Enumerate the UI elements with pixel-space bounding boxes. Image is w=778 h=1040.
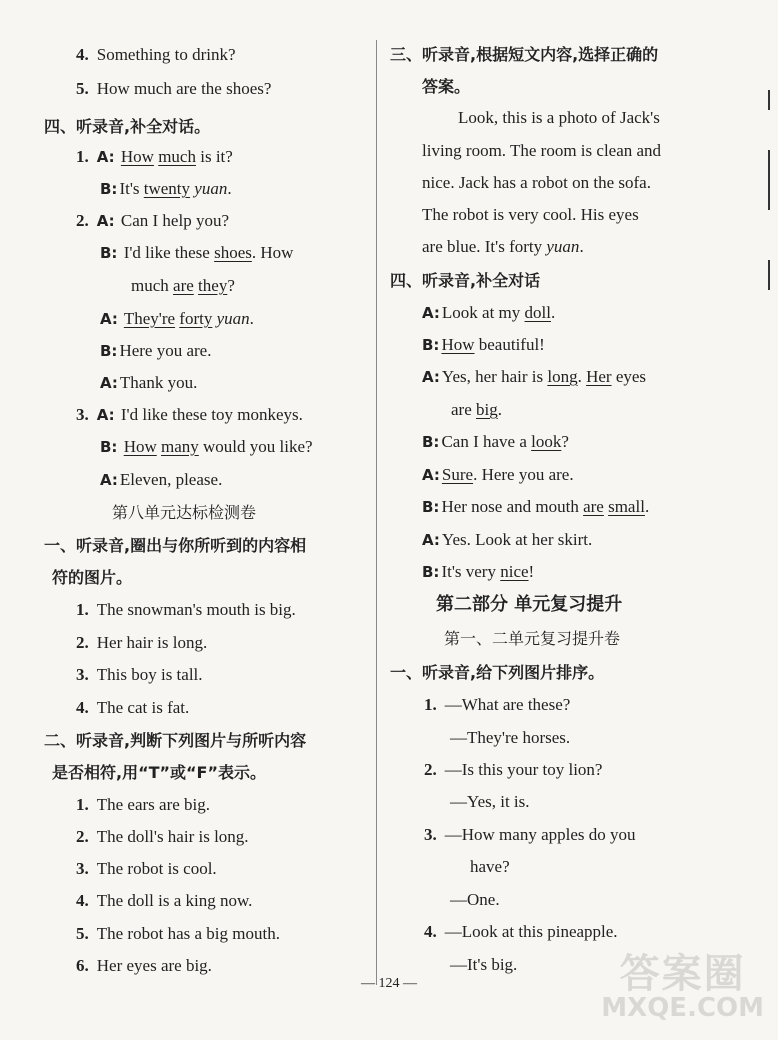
answer-blank: forty bbox=[179, 309, 213, 328]
section-2-heading: 二、听录音,判断下列图片与所听内容 bbox=[44, 731, 307, 750]
answer-blank: many bbox=[161, 437, 199, 456]
dialogue-3-line-2: B: How many would you like? bbox=[100, 437, 313, 456]
answer-blank: are bbox=[583, 497, 604, 516]
section-2-heading-cont: 是否相符,用“T”或“F”表示。 bbox=[52, 763, 266, 782]
r-item-3-q: 3. —How many apples do you bbox=[424, 825, 636, 844]
r-item-1-q: 1. —What are these? bbox=[424, 695, 571, 714]
r-item-4-a: —It's big. bbox=[450, 955, 518, 974]
s2-item-6: 6. Her eyes are big. bbox=[76, 956, 212, 975]
dialogue-2-line-3: A: They're forty yuan. bbox=[100, 309, 254, 328]
dlg-line-8: B: It's very nice! bbox=[422, 562, 535, 581]
dlg-line-4: B: Can I have a look? bbox=[422, 432, 569, 451]
scan-edge-mark bbox=[768, 90, 770, 110]
dialogue-2-line-2: B: I'd like these shoes. How bbox=[100, 243, 294, 262]
column-divider bbox=[376, 40, 377, 985]
answer-blank: How bbox=[441, 335, 475, 354]
s2-item-5: 5. The robot has a big mouth. bbox=[76, 924, 280, 943]
dialogue-3-line-3: A: Eleven, please. bbox=[100, 470, 223, 489]
answer-blank: Her bbox=[586, 367, 612, 386]
answer-blank: How bbox=[123, 437, 157, 456]
dialogue-2-line-2-cont: much are they? bbox=[131, 276, 235, 295]
r-item-1-a: —They're horses. bbox=[450, 728, 571, 747]
dlg-line-1: A: Look at my doll. bbox=[422, 303, 556, 322]
section-1-heading-right: 一、听录音,给下列图片排序。 bbox=[390, 663, 605, 682]
section-1-heading: 一、听录音,圈出与你所听到的内容相 bbox=[44, 536, 307, 555]
dialogue-2-line-4: B: Here you are. bbox=[100, 341, 212, 360]
unit-8-title: 第八单元达标检测卷 bbox=[112, 503, 257, 522]
answer-blank: How bbox=[120, 147, 154, 166]
dlg-line-3-cont: are big. bbox=[451, 400, 502, 419]
dlg-line-6: B: Her nose and mouth are small. bbox=[422, 497, 650, 516]
listening-item-4: 4. Something to drink? bbox=[76, 45, 236, 64]
section-4-heading-right: 四、听录音,补全对话 bbox=[390, 271, 541, 290]
r-item-3-a: —One. bbox=[450, 890, 500, 909]
dlg-line-7: A: Yes. Look at her skirt. bbox=[422, 530, 593, 549]
dlg-line-2: B: How beautiful! bbox=[422, 335, 545, 354]
answer-blank: shoes bbox=[214, 243, 252, 262]
passage-line-5: are blue. It's forty yuan. bbox=[422, 237, 584, 256]
scan-edge-mark bbox=[768, 150, 770, 210]
passage-line-2: living room. The room is clean and bbox=[422, 141, 662, 160]
listening-item-5: 5. How much are the shoes? bbox=[76, 79, 272, 98]
answer-blank: nice bbox=[500, 562, 529, 581]
answer-blank: look bbox=[531, 432, 562, 451]
watermark-text: 答案圈 bbox=[619, 951, 746, 997]
dlg-line-3: A: Yes, her hair is long. Her eyes bbox=[422, 367, 647, 386]
answer-blank: They're bbox=[123, 309, 176, 328]
page-number: — 124 — bbox=[361, 976, 417, 991]
answer-blank: are bbox=[173, 276, 194, 295]
section-4-heading: 四、听录音,补全对话。 bbox=[44, 117, 211, 136]
section-1-heading-cont: 符的图片。 bbox=[52, 568, 133, 587]
section-3-heading: 三、听录音,根据短文内容,选择正确的 bbox=[390, 45, 659, 64]
s2-item-4: 4. The doll is a king now. bbox=[76, 891, 253, 910]
passage-line-3: nice. Jack has a robot on the sofa. bbox=[422, 173, 651, 192]
watermark-logo bbox=[601, 942, 764, 1023]
r-item-4-q: 4. —Look at this pineapple. bbox=[424, 922, 618, 941]
s2-item-3: 3. The robot is cool. bbox=[76, 859, 217, 878]
r-item-3-q-cont: have? bbox=[470, 857, 510, 876]
answer-blank: twenty bbox=[143, 179, 191, 198]
dialogue-3-line-1: 3. A: I'd like these toy monkeys. bbox=[76, 405, 303, 424]
s1-item-3: 3. This boy is tall. bbox=[76, 665, 203, 684]
answer-blank: small bbox=[608, 497, 645, 516]
s2-item-2: 2. The doll's hair is long. bbox=[76, 827, 249, 846]
unit-1-2-title: 第一、二单元复习提升卷 bbox=[444, 629, 621, 648]
dlg-line-5: A: Sure. Here you are. bbox=[422, 465, 574, 484]
dialogue-1-line-b: B: It's twenty yuan. bbox=[100, 179, 232, 198]
answer-blank: Sure bbox=[441, 465, 474, 484]
r-item-2-q: 2. —Is this your toy lion? bbox=[424, 760, 603, 779]
s2-item-1: 1. The ears are big. bbox=[76, 795, 211, 814]
s1-item-1: 1. The snowman's mouth is big. bbox=[76, 600, 296, 619]
passage-line-4: The robot is very cool. His eyes bbox=[422, 205, 639, 224]
s1-item-4: 4. The cat is fat. bbox=[76, 698, 190, 717]
scan-edge-mark bbox=[768, 260, 770, 290]
r-item-2-a: —Yes, it is. bbox=[450, 792, 530, 811]
answer-blank: much bbox=[158, 147, 196, 166]
s1-item-2: 2. Her hair is long. bbox=[76, 633, 208, 652]
section-3-heading-cont: 答案。 bbox=[422, 77, 471, 96]
answer-blank: doll bbox=[524, 303, 551, 322]
answer-blank: big bbox=[476, 400, 498, 419]
part-2-title: 第二部分 单元复习提升 bbox=[436, 594, 623, 615]
dialogue-2-line-1: 2. A: Can I help you? bbox=[76, 211, 229, 230]
passage-line-1: Look, this is a photo of Jack's bbox=[458, 108, 660, 127]
dialogue-1-line-a: 1. A: How much is it? bbox=[76, 147, 233, 166]
watermark-url: MXQE.COM bbox=[601, 993, 764, 1023]
dialogue-2-line-5: A: Thank you. bbox=[100, 373, 198, 392]
answer-blank: long bbox=[547, 367, 578, 386]
answer-blank: they bbox=[198, 276, 228, 295]
